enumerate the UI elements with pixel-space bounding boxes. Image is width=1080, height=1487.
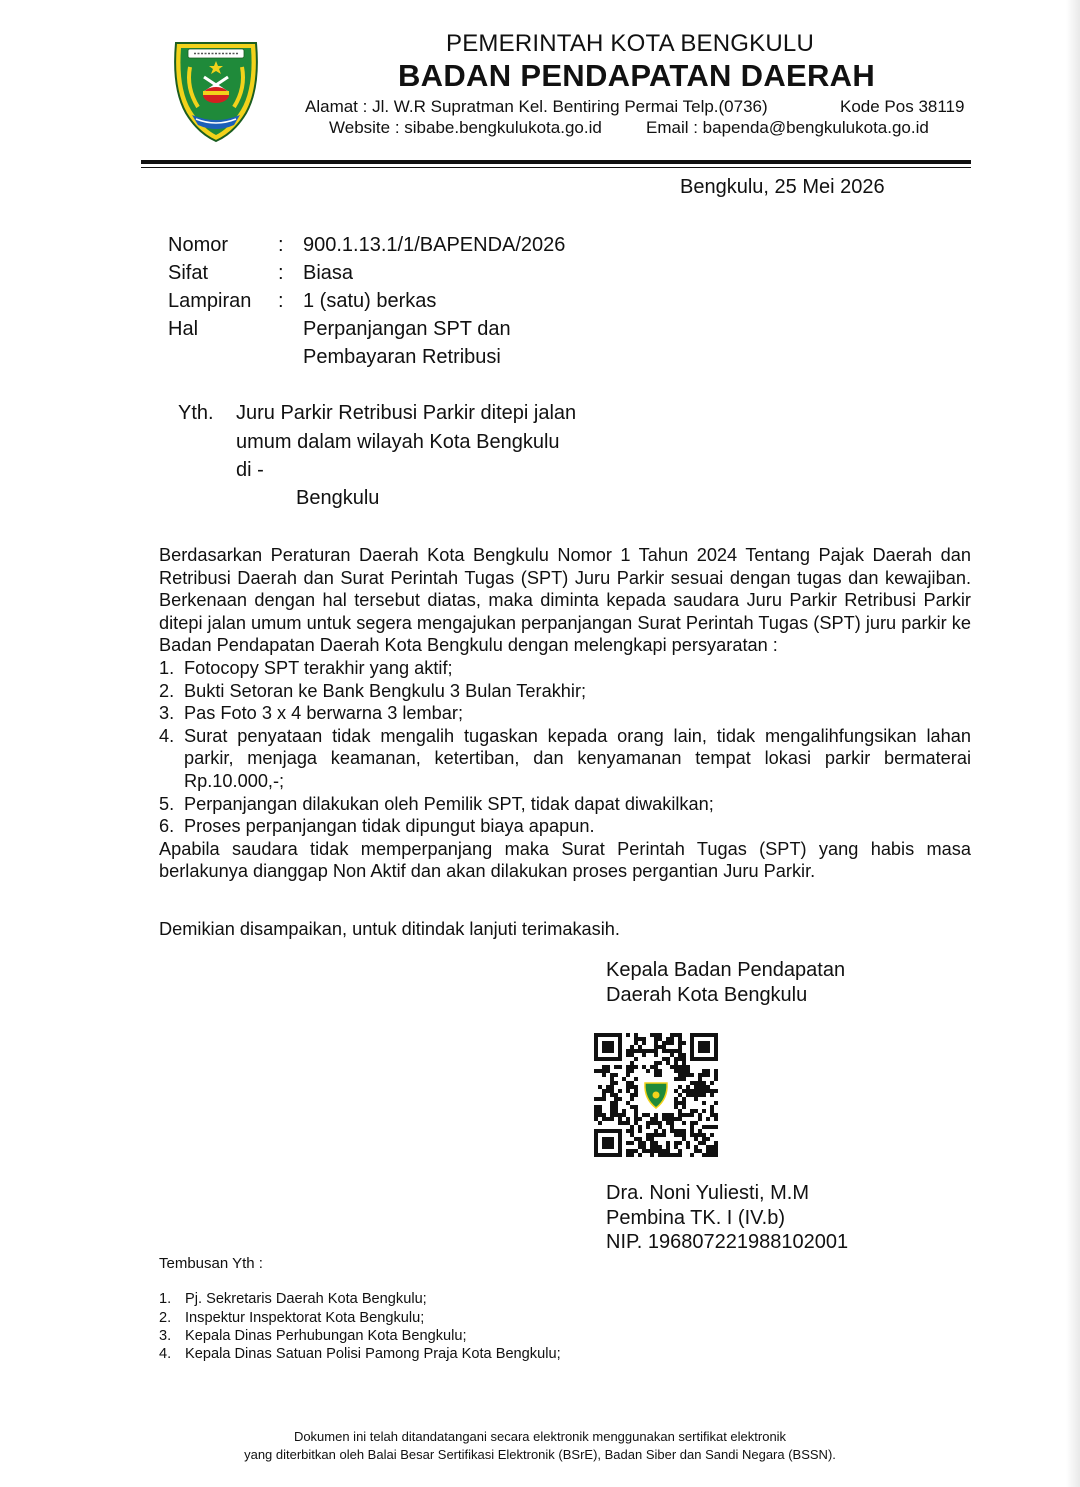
email-text: Email : bapenda@bengkulukota.go.id [646, 118, 929, 137]
footer-line2: yang diterbitkan oleh Balai Besar Sertifikasi Elektronik (BSrE), Badan Siber dan Sandi Negara (BSSN). [244, 1447, 836, 1462]
list-item [159, 815, 971, 838]
signatory-rank: Pembina TK. I (IV.b) [606, 1207, 785, 1229]
meta-value: Pembayaran Retribusi [303, 346, 501, 368]
page-edge-shadow [1066, 0, 1080, 1487]
list-item-text: Fotocopy SPT terakhir yang aktif; [184, 657, 453, 678]
agency-name: BADAN PENDAPATAN DAERAH [398, 58, 876, 93]
recipient-label: Yth. [178, 402, 214, 424]
kota-bengkulu-emblem-icon [168, 33, 264, 145]
signatory-title-line2: Daerah Kota Bengkulu [606, 984, 808, 1006]
list-item-number: 3. [159, 703, 175, 724]
list-item-number: 2. [159, 680, 175, 701]
meta-value: Biasa [303, 262, 354, 284]
meta-label: Sifat [168, 262, 209, 284]
meta-value: 900.1.13.1/1/BAPENDA/2026 [303, 234, 566, 256]
signatory-nip: NIP. 196807221988102001 [606, 1231, 849, 1253]
footer-line1: Dokumen ini telah ditandatangani secara elektronik menggunakan sertifikat elektronik [293, 1429, 787, 1444]
letter-date: Bengkulu, 25 Mei 2026 [680, 176, 885, 198]
list-item-number: 6. [159, 816, 175, 837]
list-item-text: Perpanjangan dilakukan oleh Pemilik SPT, tidak dapat diwakilkan; [184, 793, 714, 814]
tembusan-text: Pj. Sekretaris Daerah Kota Bengkulu; [185, 1291, 427, 1307]
tembusan-text: Kepala Dinas Satuan Polisi Pamong Praja Kota Bengkulu; [185, 1346, 561, 1362]
address-text: Alamat : Jl. W.R Supratman Kel. Bentiring Permai Telp.(0736) [305, 97, 768, 116]
list-item-text: Pas Foto 3 x 4 berwarna 3 lembar; [184, 703, 464, 724]
tembusan-number: 2. [159, 1310, 172, 1326]
recipient-city: Bengkulu [296, 487, 380, 509]
list-item-number: 4. [159, 725, 175, 746]
contact-line [329, 118, 1080, 138]
meta-colon: : [278, 290, 284, 312]
letter-body [159, 544, 971, 883]
meta-label: Lampiran [168, 290, 252, 312]
recipient-line: umum dalam wilayah Kota Bengkulu [236, 431, 560, 453]
signatory-title-line1: Kepala Badan Pendapatan [606, 959, 846, 981]
letterhead-rule-thin [141, 167, 971, 168]
recipient-line: di - [236, 459, 264, 481]
meta-label: Nomor [168, 234, 229, 256]
tembusan-text: Kepala Dinas Perhubungan Kota Bengkulu; [185, 1328, 467, 1344]
meta-value: 1 (satu) berkas [303, 290, 437, 312]
list-item-text: Proses perpanjangan tidak dipungut biaya apapun. [184, 816, 595, 837]
signatory-name: Dra. Noni Yuliesti, M.M [606, 1182, 810, 1204]
address-line [305, 97, 1080, 117]
body-consequence: Apabila saudara tidak memperpanjang maka Surat Perintah Tugas (SPT) yang habis masa berlakunya dianggap Non Aktif dan akan dilakukan proses pergantian Juru Parkir. [159, 838, 971, 882]
list-item [159, 702, 971, 725]
meta-value: Perpanjangan SPT dan [303, 318, 511, 340]
qr-code-icon [594, 1033, 718, 1157]
list-item [159, 793, 971, 816]
meta-colon: : [278, 262, 284, 284]
list-item [159, 657, 971, 680]
tembusan-number: 4. [159, 1346, 172, 1362]
closing-sentence: Demikian disampaikan, untuk ditindak lanjuti terimakasih. [159, 919, 620, 939]
letterhead-rule-thick [141, 160, 971, 164]
list-item-number: 1. [159, 657, 175, 678]
requirements-list [159, 657, 971, 838]
tembusan-title: Tembusan Yth : [159, 1255, 263, 1272]
list-item-text: Bukti Setoran ke Bank Bengkulu 3 Bulan Terakhir; [184, 680, 587, 701]
list-item-number: 5. [159, 793, 175, 814]
list-item [159, 725, 971, 793]
tembusan-number: 3. [159, 1328, 172, 1344]
list-item-text: Surat penyataan tidak mengalih tugaskan kepada orang lain, tidak mengalihfungsikan lahan parkir, menjaga keamanan, ketertiban, dan kenyamanan tempat lokasi parkir bermaterai Rp.10.000,-; [184, 725, 971, 791]
website-text: Website : sibabe.bengkulukota.go.id [329, 118, 602, 137]
government-name: PEMERINTAH KOTA BENGKULU [446, 30, 814, 57]
tembusan-number: 1. [159, 1291, 172, 1307]
list-item [159, 680, 971, 703]
meta-colon: : [278, 234, 284, 256]
meta-label: Hal [168, 318, 199, 340]
body-intro: Berdasarkan Peraturan Daerah Kota Bengkulu Nomor 1 Tahun 2024 Tentang Pajak Daerah dan Retribusi Daerah dan Surat Perintah Tugas (SPT) Juru Parkir sesuai dengan tugas dan kewajiban. Berkenaan dengan hal tersebut diatas, maka diminta kepada saudara Juru Parkir Retribusi Parkir ditepi jalan umum untuk segera mengajukan perpanjangan Surat Perintah Tugas (SPT) juru parkir ke Badan Pendapatan Daerah Kota Bengkulu dengan melengkapi persyaratan : [159, 545, 971, 656]
tembusan-text: Inspektur Inspektorat Kota Bengkulu; [185, 1310, 425, 1326]
recipient-line: Juru Parkir Retribusi Parkir ditepi jalan [236, 402, 577, 424]
postal-code: Kode Pos 38119 [840, 97, 965, 116]
